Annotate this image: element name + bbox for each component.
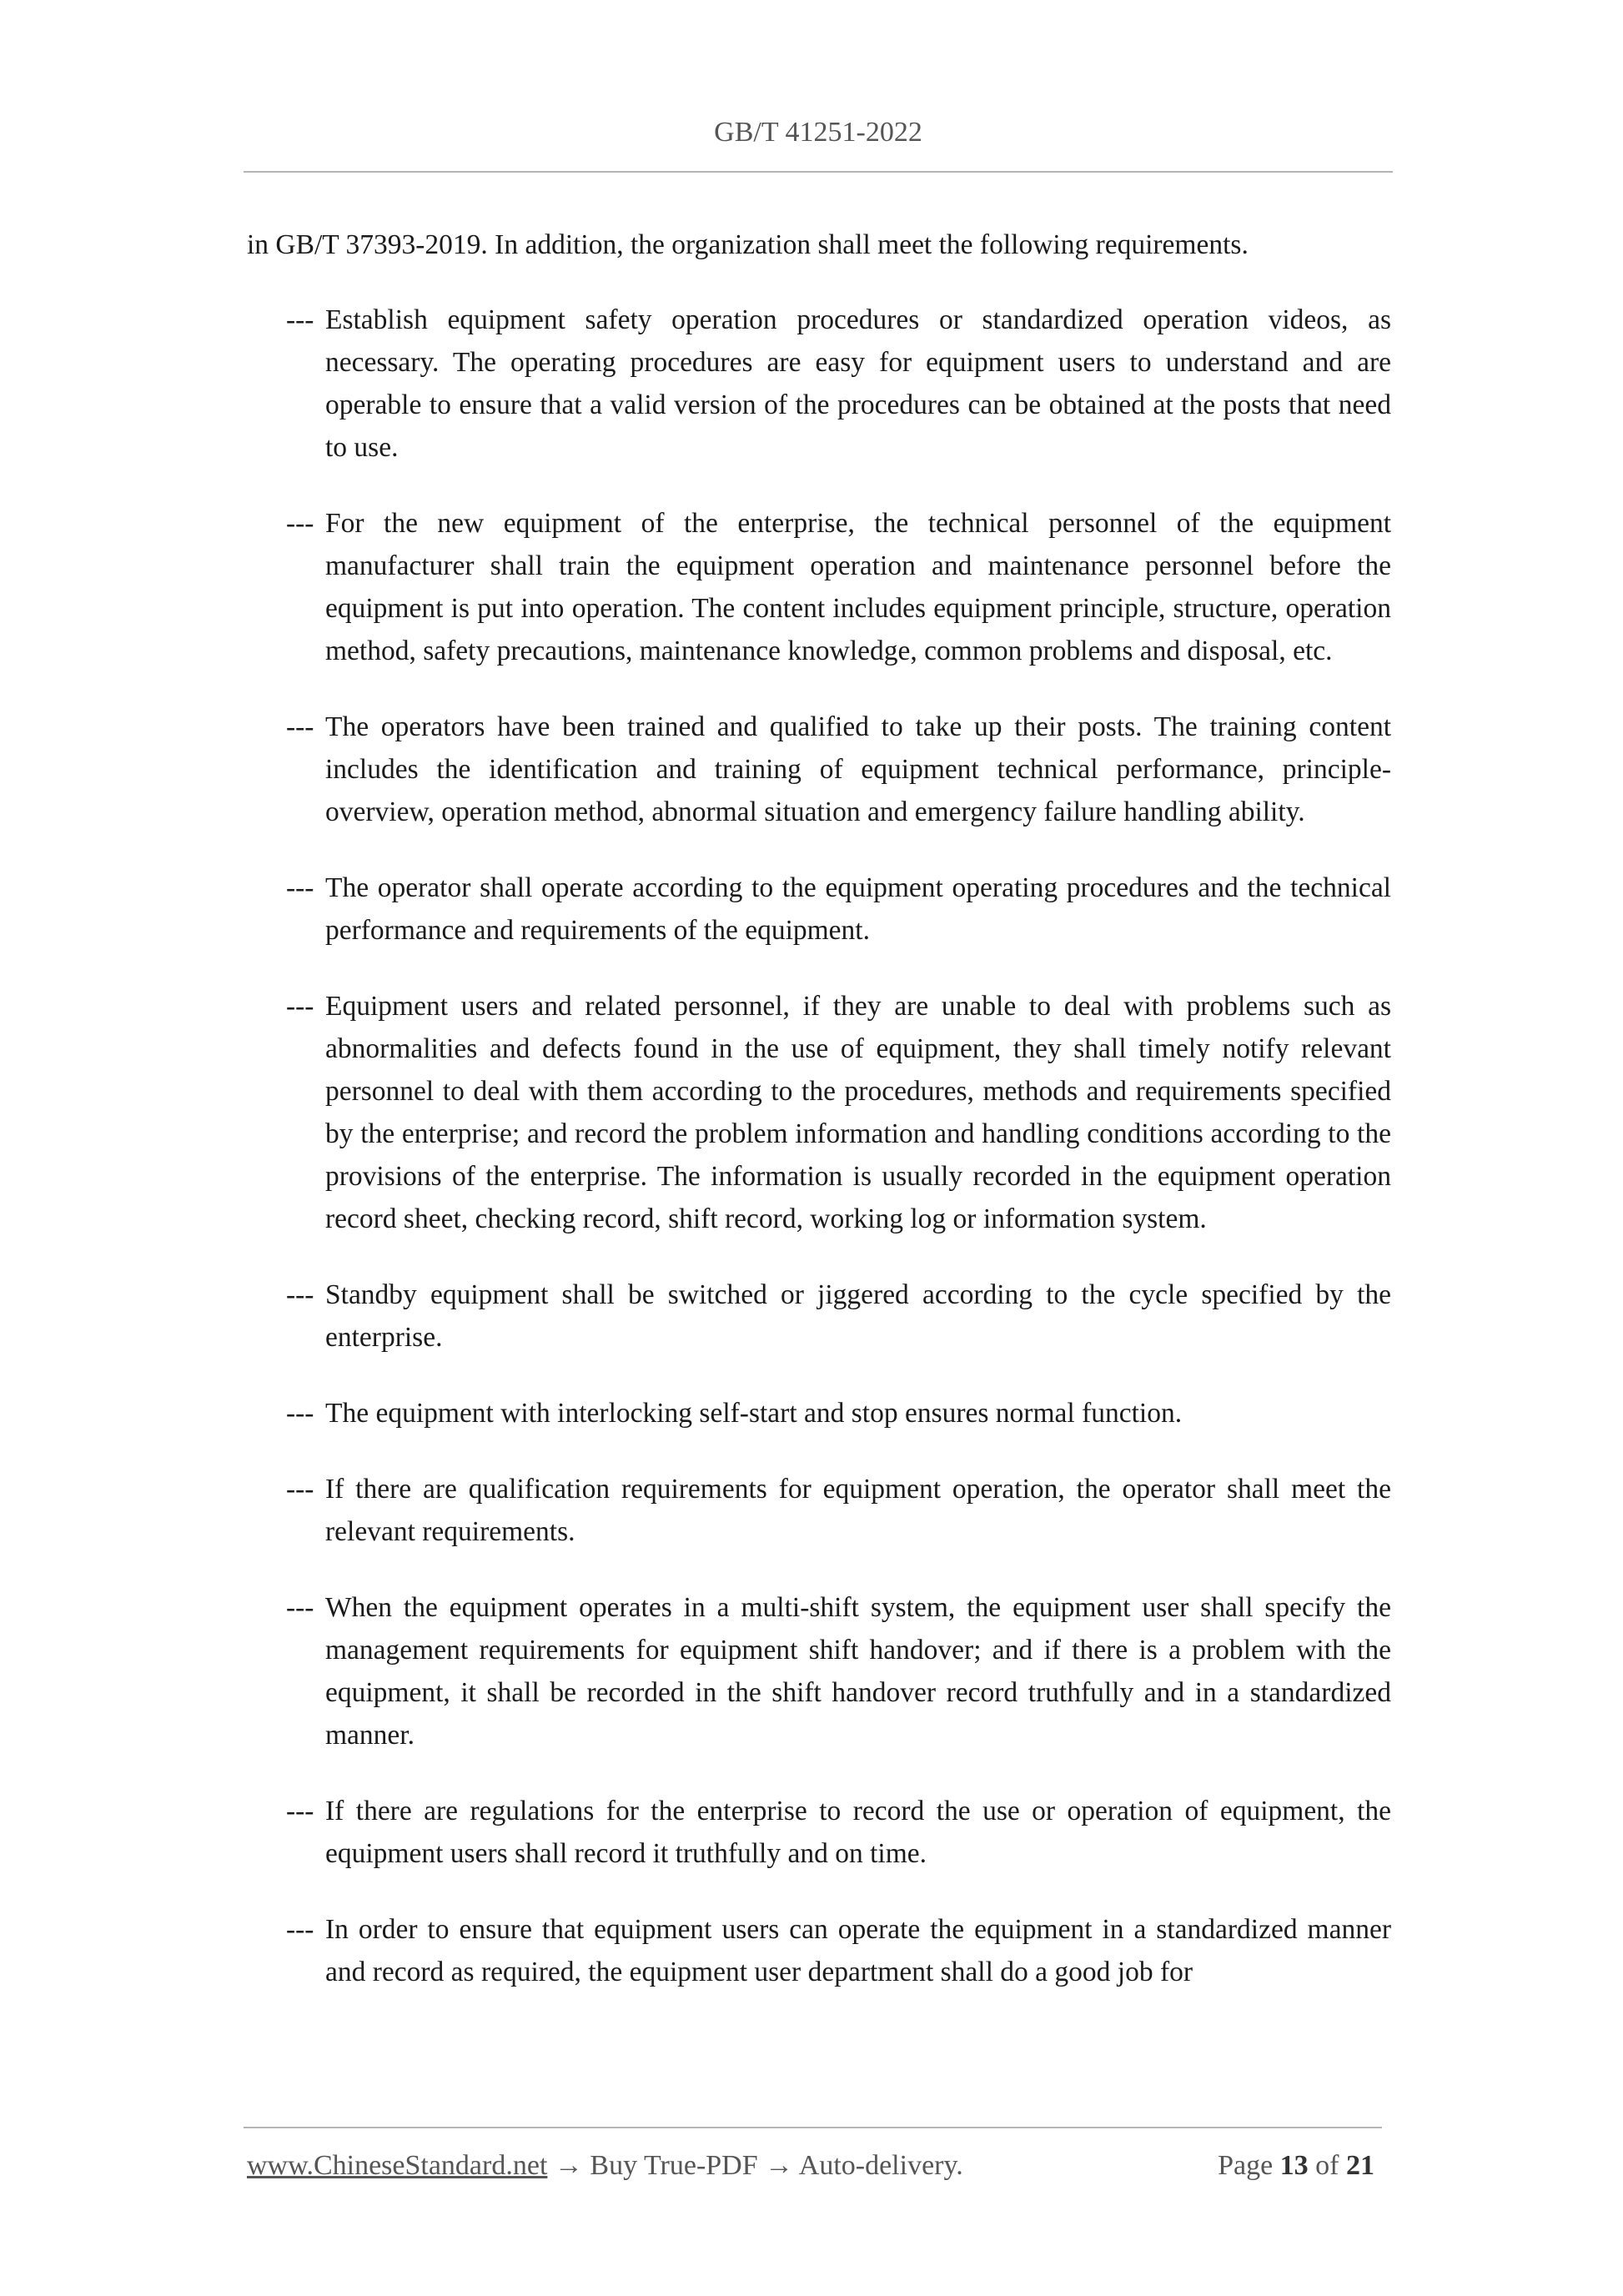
list-item	[247, 1392, 1391, 1434]
list-item	[247, 706, 1391, 833]
list-item	[247, 502, 1391, 672]
footer-divider	[244, 2127, 1382, 2128]
list-item-text: Establish equipment safety operation procedures or standardized operation videos, as necessary. The operating procedures are easy for equipment users to understand and are operable to ensure that a valid version of the procedures can be obtained at the posts that need to use.	[325, 304, 1391, 463]
list-item-text: Equipment users and related personnel, if they are unable to deal with problems such as abnormalities and defects found in the use of equipment, they shall timely notify relevant personnel to deal with them according to the procedures, methods and requirements specified by the enterprise; and record the problem information and handling conditions according to the provisions of the enterprise. The information is usually recorded in the equipment operation record sheet, checking record, shift record, working log or information system.	[325, 991, 1391, 1234]
list-item	[247, 1274, 1391, 1359]
dash-bullet: ---	[286, 1474, 314, 1505]
header-divider	[244, 171, 1393, 173]
list-item-text: If there are regulations for the enterprise to record the use or operation of equipment, the equipment users shall record it truthfully and on time.	[325, 1796, 1391, 1869]
intro-paragraph: in GB/T 37393-2019. In addition, the organization shall meet the following requirements.	[247, 229, 1249, 260]
website-link[interactable]: www.ChineseStandard.net	[247, 2150, 548, 2181]
list-item	[247, 1468, 1391, 1553]
dash-bullet: ---	[286, 1592, 314, 1623]
of-word: of	[1315, 2150, 1339, 2181]
page-body	[247, 224, 1391, 2027]
current-page: 13	[1279, 2150, 1309, 2181]
page-word: Page	[1218, 2150, 1274, 2181]
dash-bullet: ---	[286, 991, 314, 1022]
list-item	[247, 1908, 1391, 1993]
dash-bullet: ---	[286, 1796, 314, 1826]
dash-bullet: ---	[286, 304, 314, 335]
list-item-text: The operator shall operate according to the equipment operating procedures and the technical performance and requirements of the equipment.	[325, 872, 1391, 946]
document-code-header: GB/T 41251-2022	[714, 117, 922, 148]
arrow-right-icon: →	[554, 2150, 583, 2181]
list-item-text: In order to ensure that equipment users can operate the equipment in a standardized manner and record as required, the equipment user department shall do a good job for	[325, 1914, 1391, 1987]
dash-bullet: ---	[286, 711, 314, 742]
list-item	[247, 985, 1391, 1240]
dash-bullet: ---	[286, 1279, 314, 1310]
arrow-right-icon: →	[765, 2150, 794, 2181]
list-item-text: If there are qualification requirements for equipment operation, the operator shall meet the relevant requirements.	[325, 1474, 1391, 1547]
list-item-text: The equipment with interlocking self-start and stop ensures normal function.	[325, 1398, 1183, 1429]
total-pages: 21	[1346, 2150, 1374, 2181]
list-item-text: When the equipment operates in a multi-shift system, the equipment user shall specify the management requirements for equipment shift handover; and if there is a problem with the equipment, it shall be recorded in the shift handover record truthfully and in a standardized manner.	[325, 1592, 1391, 1751]
list-item-text: For the new equipment of the enterprise, the technical personnel of the equipment manufacturer shall train the equipment operation and maintenance personnel before the equipment is put into operation. The content includes equipment principle, structure, operation method, safety precautions, maintenance knowledge, common problems and disposal, etc.	[325, 508, 1391, 666]
dash-bullet: ---	[286, 508, 314, 539]
page-number	[1218, 2150, 1374, 2182]
auto-delivery-text: Auto-delivery.	[798, 2150, 963, 2181]
list-item	[247, 1790, 1391, 1875]
list-item-text: The operators have been trained and qualified to take up their posts. The training content includes the identification and training of equipment technical performance, principle-overview, operation method, abnormal situation and emergency failure handling ability.	[325, 711, 1391, 827]
dash-bullet: ---	[286, 872, 314, 903]
page-footer	[247, 2150, 1383, 2182]
dash-bullet: ---	[286, 1398, 314, 1429]
list-item	[247, 867, 1391, 952]
list-item	[247, 1586, 1391, 1756]
dash-bullet: ---	[286, 1914, 314, 1945]
list-item	[247, 299, 1391, 469]
list-item-text: Standby equipment shall be switched or jiggered according to the cycle specified by the enterprise.	[325, 1279, 1391, 1353]
buy-true-pdf-text: Buy True-PDF	[590, 2150, 758, 2181]
